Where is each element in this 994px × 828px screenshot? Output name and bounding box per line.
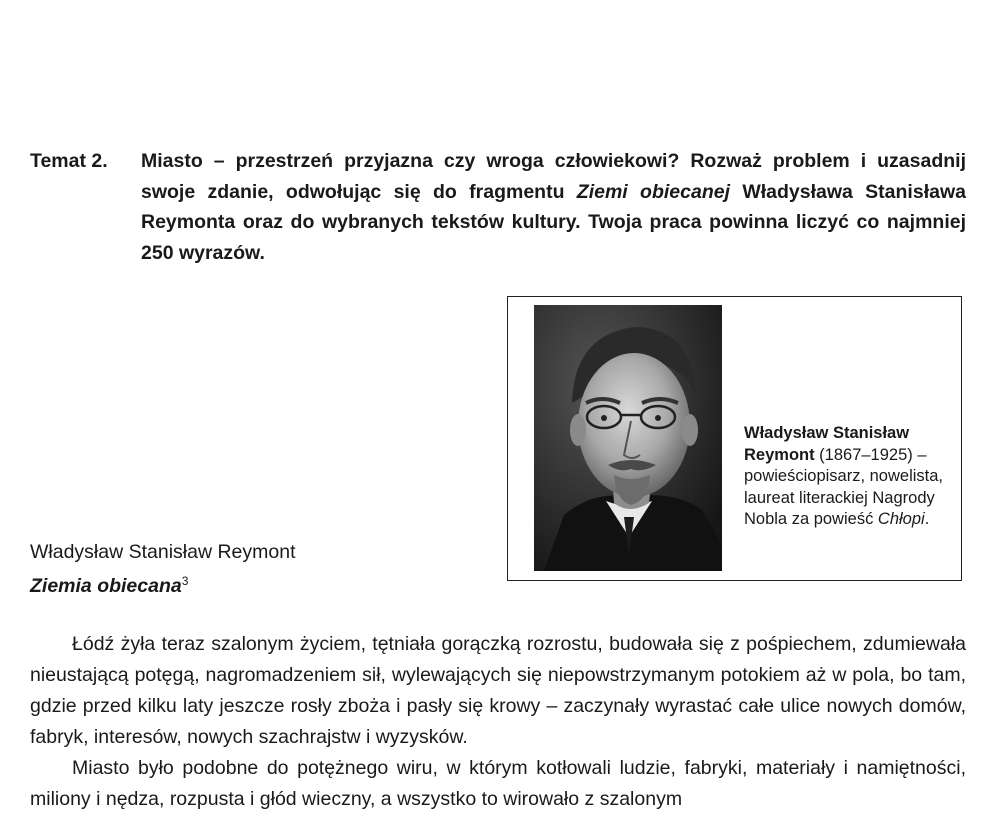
novel-excerpt <box>30 629 966 815</box>
caption-years: (1867–1925) <box>814 445 913 464</box>
topic-title-italic: Ziemi obiecanej <box>576 180 730 203</box>
caption-end: . <box>924 510 930 528</box>
author-info-box <box>507 296 962 581</box>
work-author: Władysław Stanisław Reymont <box>30 541 296 563</box>
caption-novel-title: Chłopi <box>877 510 925 528</box>
topic-text <box>141 146 966 268</box>
author-caption <box>744 423 950 531</box>
portrait-photo <box>534 305 722 571</box>
topic-label: Temat 2. <box>30 150 108 172</box>
topic-text-part2: Władysława Stanisława Reymonta oraz do wybranych tekstów kultury. Twoja praca powinna liczyć co najmniej 250 wyrazów. <box>141 180 966 264</box>
caption-bio: – powieściopisarz, nowelista, laureat literackiej Nagrody Nobla za powieść <box>744 445 944 528</box>
topic-text-part1: Miasto – przestrzeń przyjazna czy wroga człowiekowi? Rozważ problem i uzasadnij swoje zdanie, odwołując się do fragmentu <box>141 150 966 203</box>
work-title <box>30 567 188 601</box>
footnote-marker: 3 <box>181 574 189 588</box>
excerpt-paragraph-2: Miasto było podobne do potężnego wiru, w którym kotłowali ludzie, fabryki, materiały i namiętności, miliony i nędza, rozpusta i głód wieczny, a wszystko to wirowało z szalonym <box>30 757 966 810</box>
assignment-topic <box>30 146 966 268</box>
author-portrait-image <box>534 305 722 571</box>
caption-author-name: Władysław Stanisław Reymont <box>744 424 910 464</box>
excerpt-paragraph-1: Łódź żyła teraz szalonym życiem, tętniała gorączką rozrostu, budowała się z pośpiechem, zdumiewała nieustającą potęgą, nagromadzeniem sił, wylewających się niepowstrzymanym potokiem aż w pola, bo tam, gdzie przed kilku laty jeszcze rosły zboża i pasły się krowy – zaczynały wyrastać całe ulice nowych domów, fabryk, interesów, nowych szachrajstw i wyzysków. <box>30 633 966 748</box>
work-title-text: Ziemia obiecana <box>30 575 182 597</box>
